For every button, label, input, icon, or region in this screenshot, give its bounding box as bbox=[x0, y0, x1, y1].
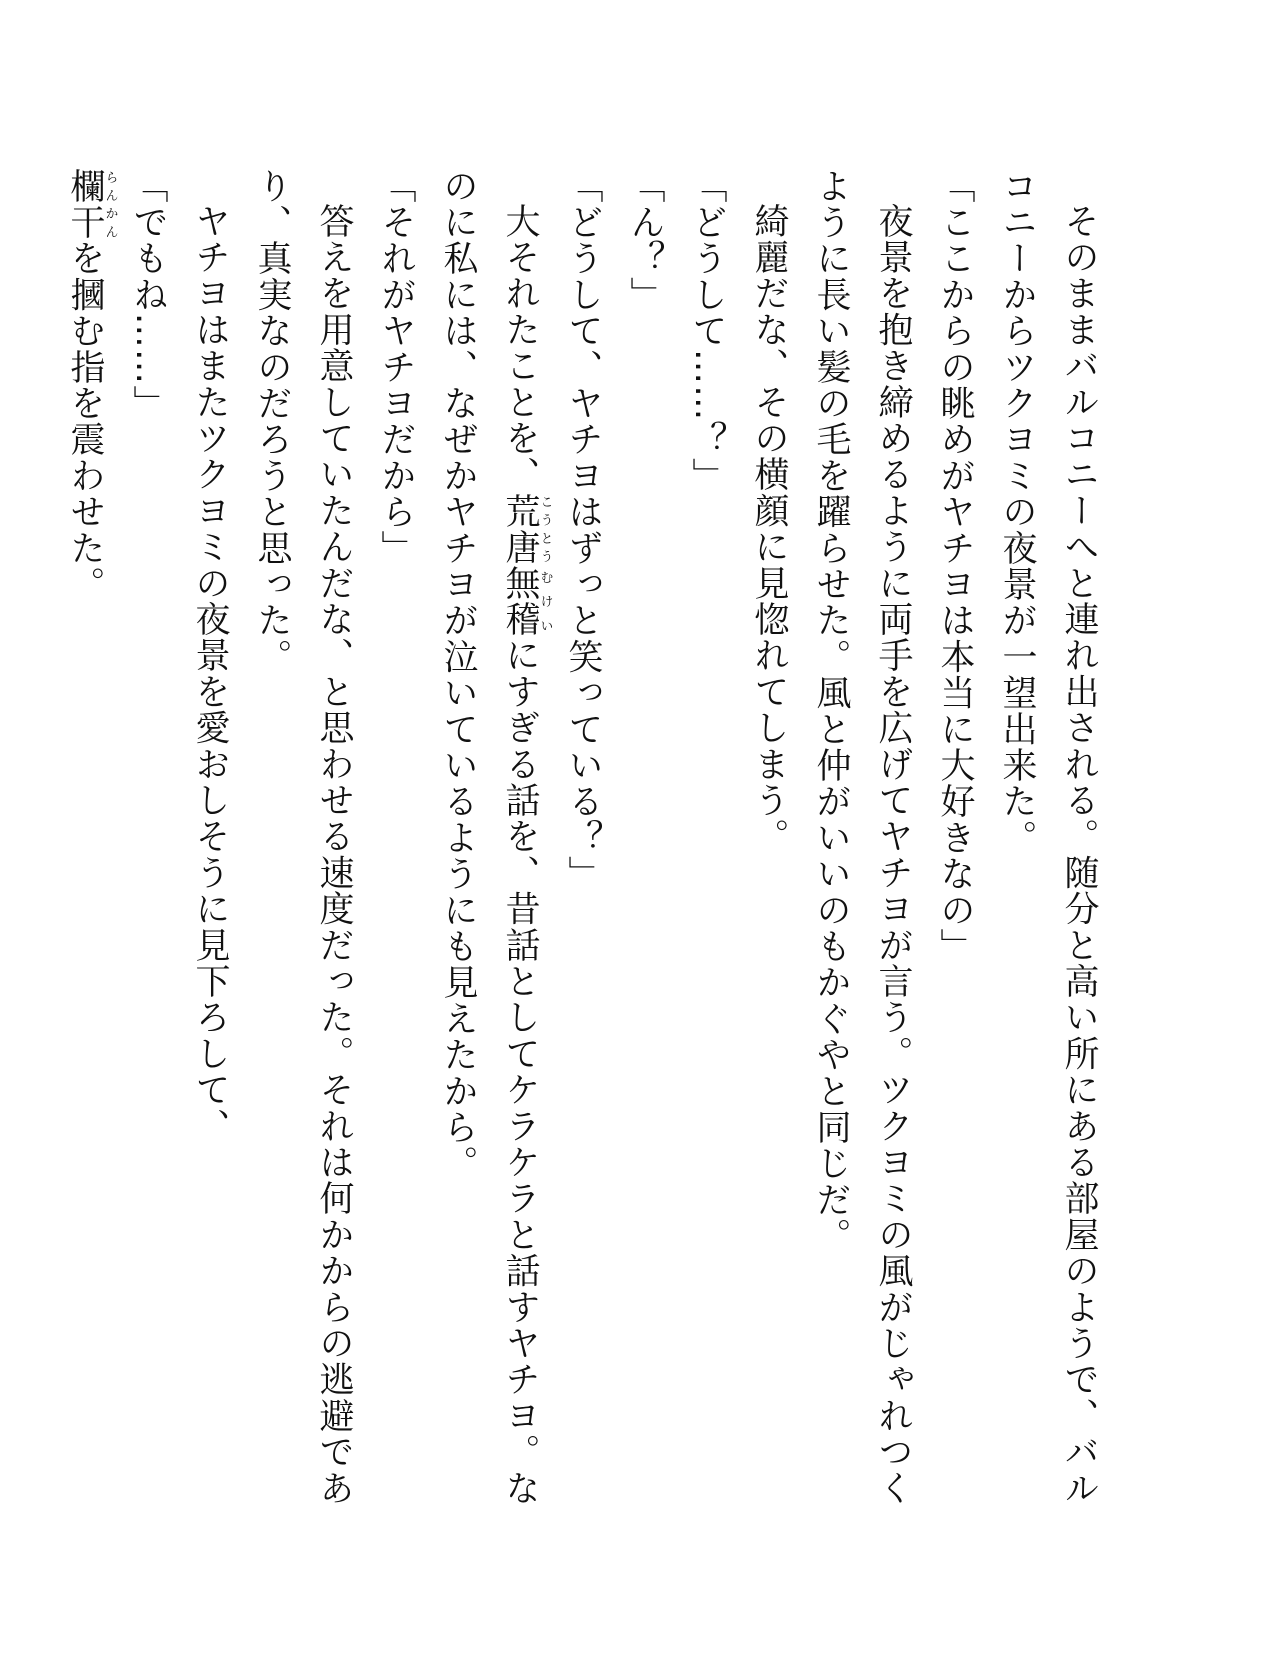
paragraph-7-rest: を摑む指を震わせた。 bbox=[65, 240, 105, 603]
paragraph-2: 夜景を抱き締めるように両手を広げてヤチヨが言う。ツクヨミの風がじゃれつくように長い髪の毛を躍らせた。風と仲がいいのもかぐやと同じだ。 bbox=[811, 168, 913, 1507]
ruby-rankan-reading: らんかん bbox=[102, 168, 118, 241]
ruby-koutou-reading: こうとう bbox=[537, 492, 553, 566]
paragraph-4 bbox=[427, 168, 552, 1528]
paragraph-4-lead: 大それたことを、 bbox=[500, 203, 540, 493]
ruby-koutou-base: 荒唐 bbox=[500, 492, 540, 566]
ruby-koutou bbox=[500, 492, 553, 566]
paragraph-3: 綺麗だな、その横顔に見惚れてしまう。 bbox=[749, 203, 789, 855]
paragraph-1: そのままバルコニーへと連れ出される。随分と高い所にある部屋のようで、バルコニーからツクヨミの夜景が一望出来た。 bbox=[997, 168, 1099, 1507]
dialogue-1: 「ここからの眺めがヤチヨは本当に大好きなの」 bbox=[935, 168, 975, 965]
ruby-rankan bbox=[65, 168, 118, 241]
paragraph-7 bbox=[54, 168, 117, 1528]
paragraph-5: 答えを用意していたんだな、と思わせる速度だった。それは何かからの逃避であり、真実なのだろうと思った。 bbox=[252, 168, 354, 1507]
ruby-mukei bbox=[500, 565, 553, 638]
dialogue-4: 「どうして、ヤチヨはずっと笑っている？」 bbox=[563, 168, 603, 892]
paragraph-6: ヤチヨはまたツクヨミの夜景を愛おしそうに見下ろして、 bbox=[190, 203, 230, 1145]
vertical-text-body bbox=[54, 168, 1110, 1528]
ruby-rankan-base: 欄干 bbox=[65, 168, 105, 241]
dialogue-5: 「それがヤチヨだから」 bbox=[376, 168, 416, 567]
dialogue-6: 「でもね……」 bbox=[128, 168, 168, 422]
ruby-mukei-reading: むけい bbox=[537, 565, 553, 638]
dialogue-2: 「どうして……？」 bbox=[687, 168, 727, 494]
ruby-mukei-base: 無稽 bbox=[500, 565, 540, 638]
paragraph-4-rest: にすぎる話を、昔話としてケラケラと話すヤチヨ。なのに私には、なぜかヤチヨが泣いているようにも見えたから。 bbox=[438, 168, 540, 1507]
dialogue-3: 「ん？」 bbox=[625, 168, 665, 313]
